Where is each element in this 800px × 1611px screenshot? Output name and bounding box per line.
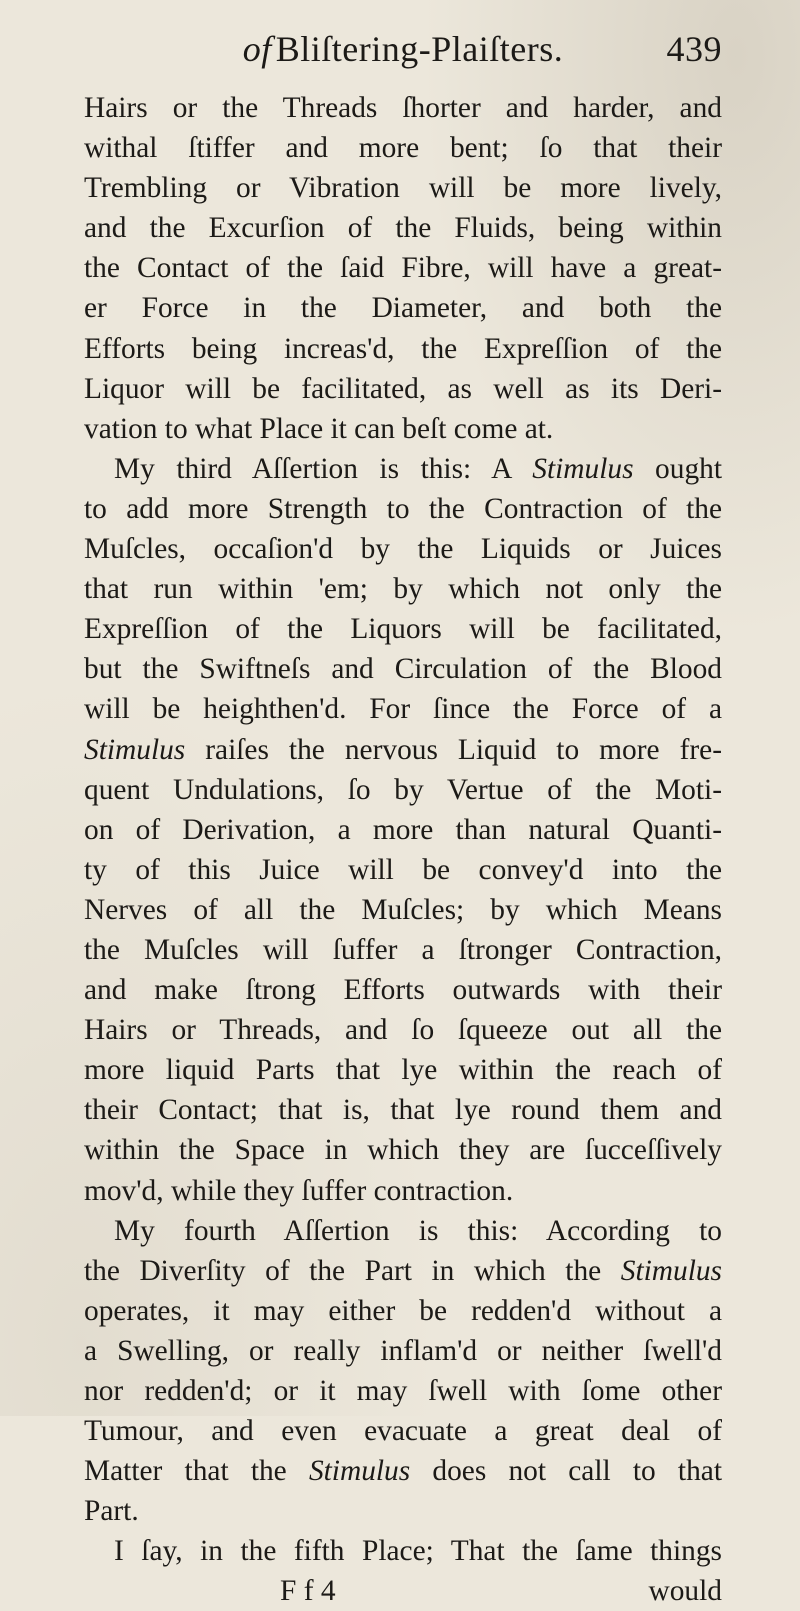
body-text <box>84 88 722 1571</box>
text-line: quent Undulations, ſo by Vertue of the Moti- <box>84 773 722 806</box>
text-line: Hairs or the Threads ſhorter and harder, and <box>84 92 722 124</box>
text-line: the Muſcles will ſuffer a ſtronger Contraction, <box>84 933 722 966</box>
text-line: Part. <box>84 1495 139 1528</box>
text-line: I ſay, in the fifth Place; That the ſame things <box>114 1535 722 1568</box>
text-line: My fourth Aſſertion is this: According to <box>114 1214 722 1247</box>
text-run: raiſes the nervous Liquid to more fre- <box>185 733 722 766</box>
text-line: Efforts being increas'd, the Expreſſion of the <box>84 332 722 365</box>
signature-mark: F f 4 <box>280 1575 336 1608</box>
text-line <box>84 1451 722 1491</box>
text-line: Tumour, and even evacuate a great deal of <box>84 1415 722 1448</box>
page-number: 439 <box>666 29 722 69</box>
text-run: does not call to that <box>410 1455 722 1488</box>
running-head <box>84 28 722 86</box>
text-line: and make ſtrong Efforts outwards with their <box>84 974 722 1007</box>
text-line <box>84 1251 722 1291</box>
italic-term: Stimulus <box>532 452 634 485</box>
text-line: ty of this Juice will be convey'd into the <box>84 853 722 886</box>
italic-term: Stimulus <box>308 1455 411 1488</box>
text-run: My third Aſſertion is this: A <box>114 452 533 485</box>
text-line: Muſcles, occaſion'd by the Liquids or Juices <box>84 533 722 566</box>
text-line <box>84 449 722 489</box>
text-run: Matter that the <box>84 1455 309 1488</box>
text-line: within the Space in which they are ſucceſſively <box>84 1134 722 1167</box>
text-line: that run within 'em; by which not only the <box>84 573 722 606</box>
text-line: Liquor will be facilitated, as well as its Deri- <box>84 372 722 405</box>
text-line <box>84 730 722 770</box>
text-line: er Force in the Diameter, and both the <box>84 292 722 325</box>
text-line: Expreſſion of the Liquors will be facilitated, <box>84 613 722 646</box>
running-head-title: Bliſtering-Plaiſters. <box>275 29 564 69</box>
italic-term: Stimulus <box>620 1254 722 1287</box>
text-line: Hairs or Threads, and ſo ſqueeze out all the <box>84 1014 722 1047</box>
text-line: Trembling or Vibration will be more lively, <box>84 172 722 205</box>
text-line: on of Derivation, a more than natural Quanti- <box>84 813 722 846</box>
text-line: vation to what Place it can beſt come at. <box>84 412 554 445</box>
text-line: the Contact of the ſaid Fibre, will have a great- <box>84 252 722 285</box>
text-line: withal ſtiffer and more bent; ſo that their <box>84 132 722 165</box>
text-line: to add more Strength to the Contraction of the <box>84 492 722 525</box>
page-footer <box>84 1571 722 1611</box>
text-line: but the Swiftneſs and Circulation of the Blood <box>84 653 722 686</box>
italic-term: Stimulus <box>84 733 186 766</box>
text-line: Nerves of all the Muſcles; by which Means <box>84 893 722 926</box>
text-line: operates, it may either be redden'd without a <box>84 1294 722 1327</box>
text-line: their Contact; that is, that lye round them and <box>84 1094 722 1127</box>
text-line: and the Excurſion of the Fluids, being within <box>84 212 722 245</box>
text-line: more liquid Parts that lye within the reach of <box>84 1054 722 1087</box>
text-run: ought <box>633 452 722 485</box>
catchword: would <box>648 1575 722 1608</box>
text-line: mov'd, while they ſuffer contraction. <box>84 1174 514 1207</box>
text-run: the Diverſity of the Part in which the <box>84 1254 621 1287</box>
running-head-prefix: of <box>242 29 272 69</box>
text-line: will be heighthen'd. For ſince the Force of a <box>84 693 722 726</box>
text-line: nor redden'd; or it may ſwell with ſome other <box>84 1375 722 1407</box>
text-line: a Swelling, or really inflam'd or neither ſwell'd <box>84 1334 722 1367</box>
